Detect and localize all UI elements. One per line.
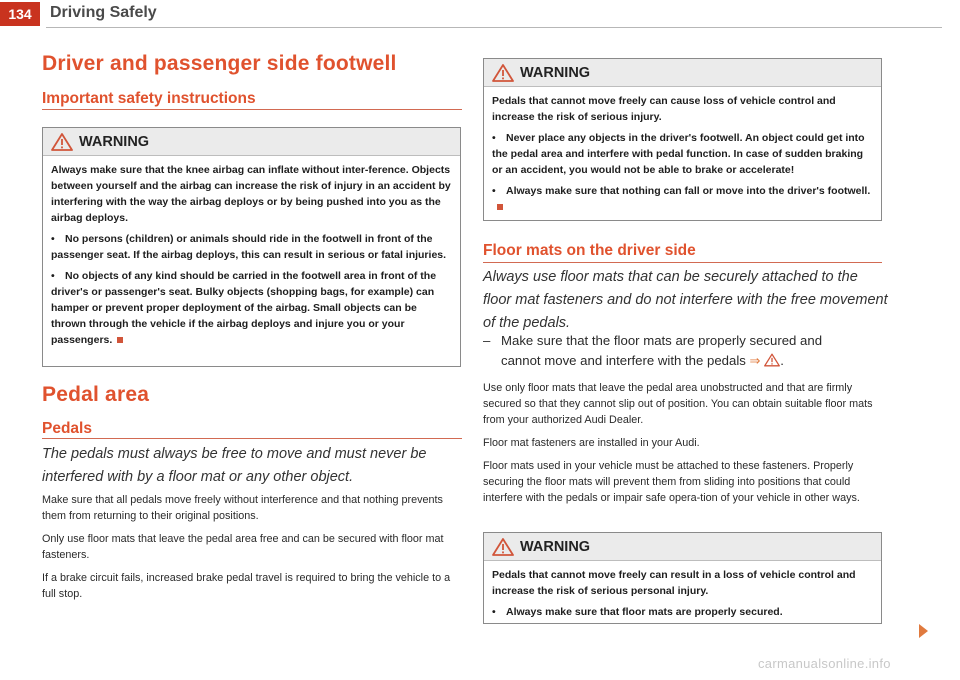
cross-reference-link[interactable]: ⇒ bbox=[749, 353, 761, 368]
subtitle-divider bbox=[483, 262, 882, 263]
warning-paragraph: Pedals that cannot move freely can cause loss of vehicle control and increase the risk of serious injury. bbox=[492, 95, 836, 123]
warning-box-floor-mats bbox=[483, 532, 882, 624]
warning-body bbox=[484, 561, 881, 626]
warning-bullet: • Always make sure that floor mats are properly secured. bbox=[492, 606, 783, 618]
warning-reference-icon[interactable] bbox=[764, 353, 780, 367]
section-title: Driving Safely bbox=[50, 4, 157, 21]
section-title-pedal-area: Pedal area bbox=[42, 383, 150, 406]
page-number-badge: 134 bbox=[0, 2, 40, 26]
body-paragraph: Use only floor mats that leave the pedal area unobstructed and that are firmly secured so that they cannot slip out of position. You can obtain suitable floor mats from your authorized Audi Dealer. bbox=[483, 382, 873, 426]
body-paragraph: Floor mats used in your vehicle must be attached to these fasteners. Properly securing the floor mats will prevent them from sliding into positions that could interfere with the pedals or impair safe opera-tion of your vehicle in other ways. bbox=[483, 460, 860, 504]
main-title: Driver and passenger side footwell bbox=[42, 52, 397, 75]
warning-box-pedal-control bbox=[483, 58, 882, 221]
warning-header bbox=[484, 533, 881, 561]
floor-mats-body bbox=[483, 380, 883, 513]
body-paragraph: Only use floor mats that leave the pedal area free and can be secured with floor mat fasteners. bbox=[42, 533, 444, 561]
subtitle-divider bbox=[42, 109, 462, 110]
pedals-body bbox=[42, 492, 462, 609]
continue-next-page-arrow-icon[interactable] bbox=[919, 624, 928, 638]
body-paragraph: Floor mat fasteners are installed in your Audi. bbox=[483, 437, 700, 449]
warning-triangle-icon bbox=[51, 133, 73, 151]
body-paragraph: If a brake circuit fails, increased brake pedal travel is required to bring the vehicle to a full stop. bbox=[42, 572, 451, 600]
warning-bullet: • No objects of any kind should be carried in the footwell area in front of the driver's or passenger's seat. Bulky objects (shopping bags, for example) can hamper or prevent proper deployment of the airbag. Small objects can be thrown through the vehicle if the airbag deploys and injure you or your passengers. bbox=[51, 270, 437, 346]
subtitle-divider bbox=[42, 438, 462, 439]
subtitle-safety: Important safety instructions bbox=[42, 90, 256, 107]
instruction-step bbox=[483, 331, 888, 371]
body-paragraph: Make sure that all pedals move freely without interference and that nothing prevents them from returning to their original positions. bbox=[42, 494, 443, 522]
warning-header bbox=[43, 128, 460, 156]
step-text-line1: Make sure that the floor mats are properly secured and bbox=[501, 333, 823, 348]
pedals-intro: The pedals must always be free to move and must never be interfered with by a floor mat or any other object. bbox=[42, 446, 427, 485]
warning-label: WARNING bbox=[79, 133, 150, 150]
warning-paragraph: Always make sure that the knee airbag can inflate without inter-ference. Objects between yourself and the airbag can increase the risk of injury in an accident by interfering with the way the airbag deploys or by being pushed into you as the airbag deploys. bbox=[51, 164, 451, 224]
step-dash: – bbox=[483, 333, 491, 348]
section-end-marker bbox=[497, 204, 503, 210]
warning-label: WARNING bbox=[520, 64, 591, 81]
subtitle-pedals: Pedals bbox=[42, 420, 92, 437]
section-end-marker bbox=[117, 337, 123, 343]
warning-bullet: • Never place any objects in the driver's footwell. An object could get into the pedal area and interfere with pedal function. In case of sudden braking or an accident, you would not be able to brake or accelerate! bbox=[492, 132, 865, 176]
warning-body bbox=[43, 156, 460, 354]
watermark: carmanualsonline.info bbox=[758, 656, 891, 671]
warning-triangle-icon bbox=[492, 538, 514, 556]
warning-bullet: • Always make sure that nothing can fall or move into the driver's footwell. bbox=[492, 183, 873, 215]
page-header bbox=[0, 0, 960, 30]
warning-bullet: • No persons (children) or animals should ride in the footwell in front of the passenger seat. If the airbag deploys, this can result in serious or fatal injuries. bbox=[51, 233, 447, 261]
warning-label: WARNING bbox=[520, 538, 591, 555]
warning-triangle-icon bbox=[492, 64, 514, 82]
step-text-line2: cannot move and interfere with the pedals ⇒ . bbox=[501, 353, 784, 368]
warning-box-knee-airbag bbox=[42, 127, 461, 367]
section-title-floor-mats: Floor mats on the driver side bbox=[483, 242, 696, 259]
header-divider bbox=[46, 27, 942, 28]
floor-mats-intro: Always use floor mats that can be securely attached to the floor mat fasteners and do not interfere with the free movement of the pedals. bbox=[483, 269, 888, 331]
warning-paragraph: Pedals that cannot move freely can result in a loss of vehicle control and increase the risk of serious personal injury. bbox=[492, 569, 856, 597]
warning-header bbox=[484, 59, 881, 87]
warning-body bbox=[484, 87, 881, 221]
